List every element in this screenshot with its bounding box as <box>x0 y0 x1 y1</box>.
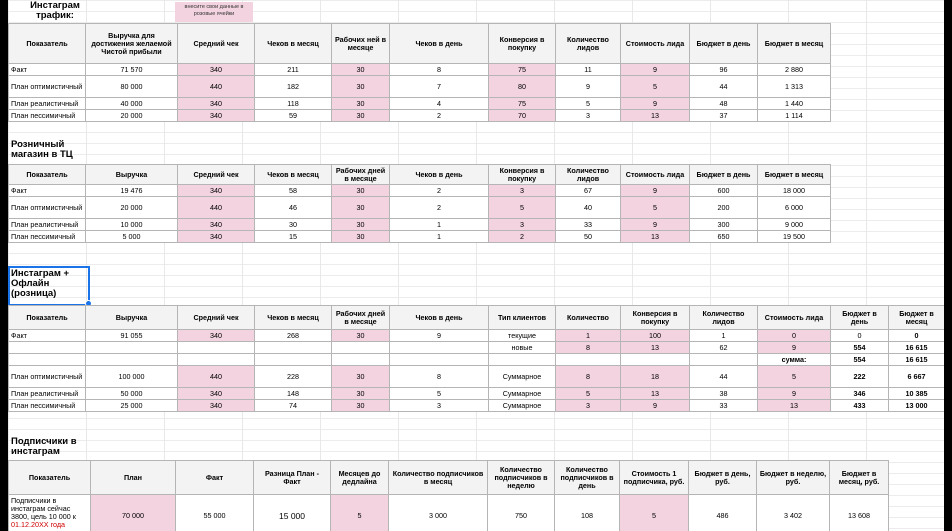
table-header-row <box>9 24 831 64</box>
data-cell[interactable]: 300 <box>690 219 758 231</box>
data-cell[interactable]: 5 <box>390 388 489 400</box>
table-row <box>9 231 831 243</box>
data-cell[interactable]: 3 <box>489 185 556 197</box>
header-cell: Чеков в месяц <box>255 24 332 64</box>
data-cell[interactable]: 19 500 <box>758 231 831 243</box>
data-cell[interactable]: 30 <box>332 110 390 122</box>
data-cell[interactable]: 9 <box>621 219 690 231</box>
data-cell[interactable]: 108 <box>555 495 620 531</box>
header-cell: Количество лидов <box>556 165 621 185</box>
row-label-cell[interactable]: План реалистичный <box>9 98 86 110</box>
header-cell: Количество подписчиков в неделю <box>488 461 555 495</box>
data-cell[interactable]: 13 <box>621 342 690 354</box>
table-instagram-traffic <box>8 23 831 122</box>
data-cell[interactable]: 3 <box>390 400 489 412</box>
data-cell[interactable]: 486 <box>689 495 757 531</box>
data-cell[interactable]: 9 <box>621 185 690 197</box>
data-cell[interactable]: 30 <box>332 64 390 76</box>
data-cell[interactable]: 750 <box>488 495 555 531</box>
data-cell[interactable]: 650 <box>690 231 758 243</box>
header-cell: Разница План - Факт <box>254 461 331 495</box>
data-cell[interactable]: 4 <box>390 98 489 110</box>
data-cell[interactable]: 38 <box>690 388 758 400</box>
data-cell[interactable]: 70 000 <box>91 495 176 531</box>
data-cell[interactable]: 59 <box>255 110 332 122</box>
data-cell[interactable]: 40 <box>556 197 621 219</box>
data-cell[interactable] <box>556 354 621 366</box>
data-cell[interactable] <box>332 342 390 354</box>
data-cell[interactable] <box>178 354 255 366</box>
data-cell[interactable]: 440 <box>178 76 255 98</box>
data-cell[interactable]: 80 000 <box>86 76 178 98</box>
data-cell[interactable]: 8 <box>556 366 621 388</box>
data-cell[interactable]: текущие <box>489 330 556 342</box>
data-cell[interactable]: сумма: <box>758 354 831 366</box>
data-cell[interactable]: 2 <box>390 185 489 197</box>
data-cell[interactable]: 13 <box>621 388 690 400</box>
data-cell[interactable]: 5 000 <box>86 231 178 243</box>
section-title-instagram-subscribers[interactable]: Подписчики в инстаграм <box>11 436 77 457</box>
data-cell[interactable]: 340 <box>178 400 255 412</box>
data-cell[interactable]: 0 <box>831 330 889 342</box>
data-cell[interactable]: 9 <box>556 76 621 98</box>
data-cell[interactable]: 50 000 <box>86 388 178 400</box>
data-cell[interactable]: 1 313 <box>758 76 831 98</box>
header-cell: Месяцев до дедлайна <box>331 461 389 495</box>
data-cell[interactable]: 2 <box>489 231 556 243</box>
data-cell[interactable]: 1 114 <box>758 110 831 122</box>
header-cell: Стоимость лида <box>621 24 690 64</box>
header-cell: Количество лидов <box>556 24 621 64</box>
subscribers-note-text: Подписчики в инстаграм сейчас 3800, цель 10 000 к <box>11 496 76 521</box>
header-cell: Выручка для достижения желаемой Чистой прибыли <box>86 24 178 64</box>
data-cell[interactable]: 50 <box>556 231 621 243</box>
data-cell[interactable]: 80 <box>489 76 556 98</box>
data-cell[interactable]: 30 <box>332 185 390 197</box>
data-cell[interactable]: 30 <box>255 219 332 231</box>
deadline-date-text: 01.12.20ХХ года <box>11 520 66 529</box>
header-cell: Рабочих ней в месяце <box>332 24 390 64</box>
data-cell[interactable]: 5 <box>489 197 556 219</box>
table-header-row <box>9 306 945 330</box>
data-cell[interactable]: 19 476 <box>86 185 178 197</box>
data-cell[interactable]: 6 000 <box>758 197 831 219</box>
data-cell[interactable]: 40 000 <box>86 98 178 110</box>
data-cell[interactable]: Суммарное <box>489 366 556 388</box>
header-cell: Показатель <box>9 24 86 64</box>
data-cell[interactable]: 554 <box>831 354 889 366</box>
header-cell: Показатель <box>9 306 86 330</box>
data-cell[interactable]: 1 440 <box>758 98 831 110</box>
data-cell[interactable]: 440 <box>178 197 255 219</box>
data-cell[interactable]: 70 <box>489 110 556 122</box>
header-cell: Чеков в месяц <box>255 306 332 330</box>
data-cell[interactable]: 55 000 <box>176 495 254 531</box>
data-cell[interactable]: 13 000 <box>889 400 945 412</box>
data-cell[interactable]: 1 <box>390 219 489 231</box>
row-label-cell[interactable]: План пессимичный <box>9 231 86 243</box>
row-label-cell[interactable]: План оптимистичный <box>9 197 86 219</box>
header-cell: Факт <box>176 461 254 495</box>
table-row <box>9 495 889 531</box>
header-cell: Средний чек <box>178 306 255 330</box>
data-cell[interactable]: 37 <box>690 110 758 122</box>
data-cell[interactable]: 5 <box>621 76 690 98</box>
row-label-cell[interactable]: План пессимичный <box>9 400 86 412</box>
data-cell[interactable]: 211 <box>255 64 332 76</box>
data-cell[interactable]: 1 <box>556 330 621 342</box>
input-hint-note: внесите свои данные в розовые ячейки <box>175 2 253 22</box>
data-cell[interactable]: 30 <box>332 400 390 412</box>
row-label-cell[interactable]: План оптимистичный <box>9 366 86 388</box>
data-cell[interactable] <box>489 354 556 366</box>
data-cell[interactable]: 33 <box>690 400 758 412</box>
data-cell[interactable]: 10 385 <box>889 388 945 400</box>
data-cell[interactable]: 8 <box>390 64 489 76</box>
header-cell: Средний чек <box>178 24 255 64</box>
data-cell[interactable]: 228 <box>255 366 332 388</box>
table-retail-store <box>8 164 831 243</box>
data-cell[interactable]: 182 <box>255 76 332 98</box>
header-cell: Бюджет в день <box>831 306 889 330</box>
table-instagram-offline <box>8 305 944 412</box>
table-row <box>9 388 945 400</box>
data-cell[interactable]: 9 <box>621 64 690 76</box>
table-row <box>9 366 945 388</box>
section-title-instagram-offline[interactable]: Инстаграм + Офлайн (розница) <box>10 268 88 304</box>
table-row <box>9 354 945 366</box>
data-cell[interactable]: 11 <box>556 64 621 76</box>
data-cell[interactable]: 30 <box>332 231 390 243</box>
header-cell: Бюджет в неделю, руб. <box>757 461 830 495</box>
data-cell[interactable]: 9 <box>758 342 831 354</box>
data-cell[interactable]: 3 <box>556 110 621 122</box>
data-cell[interactable]: 71 570 <box>86 64 178 76</box>
header-cell: План <box>91 461 176 495</box>
header-cell: Бюджет в месяц, руб. <box>830 461 889 495</box>
data-cell[interactable]: 5 <box>556 388 621 400</box>
data-cell[interactable]: 13 <box>621 231 690 243</box>
data-cell[interactable]: 268 <box>255 330 332 342</box>
header-cell: Бюджет в месяц <box>889 306 945 330</box>
data-cell[interactable]: 3 <box>489 219 556 231</box>
data-cell[interactable]: 340 <box>178 110 255 122</box>
data-cell[interactable]: 16 615 <box>889 354 945 366</box>
header-cell: Количество <box>556 306 621 330</box>
data-cell[interactable]: 340 <box>178 330 255 342</box>
data-cell[interactable]: 46 <box>255 197 332 219</box>
table-row <box>9 110 831 122</box>
data-cell[interactable]: 1 <box>690 330 758 342</box>
header-cell: Рабочих дней в месяце <box>332 306 390 330</box>
data-cell[interactable]: 13 <box>621 110 690 122</box>
row-label-cell[interactable]: Факт <box>9 64 86 76</box>
header-cell: Чеков в день <box>390 165 489 185</box>
row-label-cell[interactable]: План реалистичный <box>9 219 86 231</box>
header-cell: Тип клиентов <box>489 306 556 330</box>
data-cell[interactable]: 440 <box>178 366 255 388</box>
data-cell[interactable]: 15 000 <box>254 495 331 531</box>
data-cell[interactable]: 340 <box>178 64 255 76</box>
data-cell[interactable] <box>86 342 178 354</box>
table-instagram-subscribers <box>8 460 889 531</box>
data-cell[interactable] <box>178 342 255 354</box>
data-cell[interactable]: 340 <box>178 219 255 231</box>
data-cell[interactable] <box>621 354 690 366</box>
table-row <box>9 76 831 98</box>
data-cell[interactable]: 44 <box>690 76 758 98</box>
header-cell: Стоимость 1 подписчика, руб. <box>620 461 689 495</box>
data-cell[interactable]: 5 <box>556 98 621 110</box>
table-row <box>9 64 831 76</box>
data-cell[interactable]: 48 <box>690 98 758 110</box>
header-cell: Стоимость лида <box>758 306 831 330</box>
section-title-instagram-traffic[interactable]: Инстаграм трафик: <box>30 0 80 21</box>
data-cell[interactable]: 340 <box>178 185 255 197</box>
data-cell[interactable]: 554 <box>831 342 889 354</box>
data-cell[interactable]: 2 <box>390 197 489 219</box>
table-header-row <box>9 461 889 495</box>
row-label-cell[interactable]: План реалистичный <box>9 388 86 400</box>
data-cell[interactable]: 96 <box>690 64 758 76</box>
header-cell: Количество подписчиков в месяц <box>389 461 488 495</box>
data-cell[interactable]: 9 <box>390 330 489 342</box>
data-cell[interactable]: 16 615 <box>889 342 945 354</box>
section-title-retail-store[interactable]: Розничный магазин в ТЦ <box>11 139 73 160</box>
header-cell: Выручка <box>86 306 178 330</box>
header-cell: Конверсия в покупку <box>621 306 690 330</box>
header-cell: Бюджет в день <box>690 24 758 64</box>
data-cell[interactable]: 3 <box>556 400 621 412</box>
data-cell[interactable]: 10 000 <box>86 219 178 231</box>
data-cell[interactable]: Суммарное <box>489 400 556 412</box>
header-cell: Средний чек <box>178 165 255 185</box>
data-cell[interactable]: 20 000 <box>86 110 178 122</box>
table-row <box>9 197 831 219</box>
data-cell[interactable]: 15 <box>255 231 332 243</box>
header-cell: Бюджет в день <box>690 165 758 185</box>
data-cell[interactable]: 44 <box>690 366 758 388</box>
data-cell[interactable]: 30 <box>332 330 390 342</box>
data-cell[interactable]: 200 <box>690 197 758 219</box>
data-cell[interactable]: Суммарное <box>489 388 556 400</box>
header-cell: Стоимость лида <box>621 165 690 185</box>
data-cell[interactable]: 30 <box>332 388 390 400</box>
spreadsheet-grid[interactable] <box>8 0 944 531</box>
row-label-cell[interactable]: Факт <box>9 330 86 342</box>
data-cell[interactable]: 1 <box>390 231 489 243</box>
data-cell[interactable]: 75 <box>489 98 556 110</box>
data-cell[interactable] <box>390 342 489 354</box>
data-cell[interactable]: 100 000 <box>86 366 178 388</box>
data-cell[interactable]: 7 <box>390 76 489 98</box>
data-cell[interactable]: 2 880 <box>758 64 831 76</box>
data-cell[interactable]: 18 000 <box>758 185 831 197</box>
data-cell[interactable]: 5 <box>620 495 689 531</box>
header-cell: Бюджет в месяц <box>758 165 831 185</box>
data-cell[interactable]: 30 <box>332 98 390 110</box>
table-row <box>9 219 831 231</box>
row-label-cell[interactable] <box>9 342 86 354</box>
data-cell[interactable]: 9 <box>621 400 690 412</box>
data-cell[interactable]: 100 <box>621 330 690 342</box>
data-cell[interactable]: 340 <box>178 98 255 110</box>
data-cell[interactable]: 346 <box>831 388 889 400</box>
table-row <box>9 98 831 110</box>
data-cell[interactable]: 0 <box>889 330 945 342</box>
header-cell: Чеков в день <box>390 24 489 64</box>
data-cell[interactable]: 25 000 <box>86 400 178 412</box>
row-label-cell[interactable]: План пессимичный <box>9 110 86 122</box>
data-cell[interactable]: 30 <box>332 366 390 388</box>
data-cell[interactable]: 340 <box>178 388 255 400</box>
header-cell: Показатель <box>9 165 86 185</box>
data-cell[interactable]: 91 055 <box>86 330 178 342</box>
table-row <box>9 342 945 354</box>
data-cell[interactable]: 9 000 <box>758 219 831 231</box>
data-cell[interactable]: 5 <box>331 495 389 531</box>
table-header-row <box>9 165 831 185</box>
data-cell[interactable] <box>255 342 332 354</box>
row-label-cell[interactable] <box>9 495 91 531</box>
data-cell[interactable]: 67 <box>556 185 621 197</box>
data-cell[interactable]: 0 <box>758 330 831 342</box>
data-cell[interactable]: 433 <box>831 400 889 412</box>
header-cell: Чеков в день <box>390 306 489 330</box>
header-cell: Показатель <box>9 461 91 495</box>
data-cell[interactable]: 30 <box>332 219 390 231</box>
header-cell: Конверсия в покупку <box>489 165 556 185</box>
data-cell[interactable]: 13 <box>758 400 831 412</box>
data-cell[interactable]: 9 <box>758 388 831 400</box>
header-cell: Чеков в месяц <box>255 165 332 185</box>
data-cell[interactable] <box>390 354 489 366</box>
data-cell[interactable]: 148 <box>255 388 332 400</box>
data-cell[interactable] <box>690 354 758 366</box>
data-cell[interactable]: 13 608 <box>830 495 889 531</box>
data-cell[interactable]: 222 <box>831 366 889 388</box>
row-label-cell[interactable] <box>9 354 86 366</box>
data-cell[interactable]: 3 402 <box>757 495 830 531</box>
header-cell: Бюджет в день, руб. <box>689 461 757 495</box>
table-row <box>9 400 945 412</box>
data-cell[interactable]: 62 <box>690 342 758 354</box>
data-cell[interactable] <box>255 354 332 366</box>
row-label-cell[interactable]: План оптимистичный <box>9 76 86 98</box>
header-cell: Конверсия в покупку <box>489 24 556 64</box>
data-cell[interactable]: 18 <box>621 366 690 388</box>
data-cell[interactable]: 74 <box>255 400 332 412</box>
data-cell[interactable]: 9 <box>621 98 690 110</box>
data-cell[interactable]: 8 <box>390 366 489 388</box>
data-cell[interactable]: 5 <box>621 197 690 219</box>
data-cell[interactable]: 75 <box>489 64 556 76</box>
row-label-cell[interactable]: Факт <box>9 185 86 197</box>
data-cell[interactable]: новые <box>489 342 556 354</box>
header-cell: Количество лидов <box>690 306 758 330</box>
data-cell[interactable]: 8 <box>556 342 621 354</box>
header-cell: Количество подписчиков в день <box>555 461 620 495</box>
table-row <box>9 185 831 197</box>
header-cell: Рабочих дней в месяце <box>332 165 390 185</box>
table-row <box>9 330 945 342</box>
data-cell[interactable]: 33 <box>556 219 621 231</box>
data-cell[interactable]: 2 <box>390 110 489 122</box>
header-cell: Бюджет в месяц <box>758 24 831 64</box>
data-cell[interactable]: 58 <box>255 185 332 197</box>
data-cell[interactable]: 30 <box>332 76 390 98</box>
data-cell[interactable] <box>332 354 390 366</box>
data-cell[interactable]: 5 <box>758 366 831 388</box>
data-cell[interactable]: 600 <box>690 185 758 197</box>
data-cell[interactable]: 3 000 <box>389 495 488 531</box>
data-cell[interactable]: 20 000 <box>86 197 178 219</box>
data-cell[interactable] <box>86 354 178 366</box>
data-cell[interactable]: 6 667 <box>889 366 945 388</box>
data-cell[interactable]: 30 <box>332 197 390 219</box>
data-cell[interactable]: 118 <box>255 98 332 110</box>
header-cell: Выручка <box>86 165 178 185</box>
data-cell[interactable]: 340 <box>178 231 255 243</box>
